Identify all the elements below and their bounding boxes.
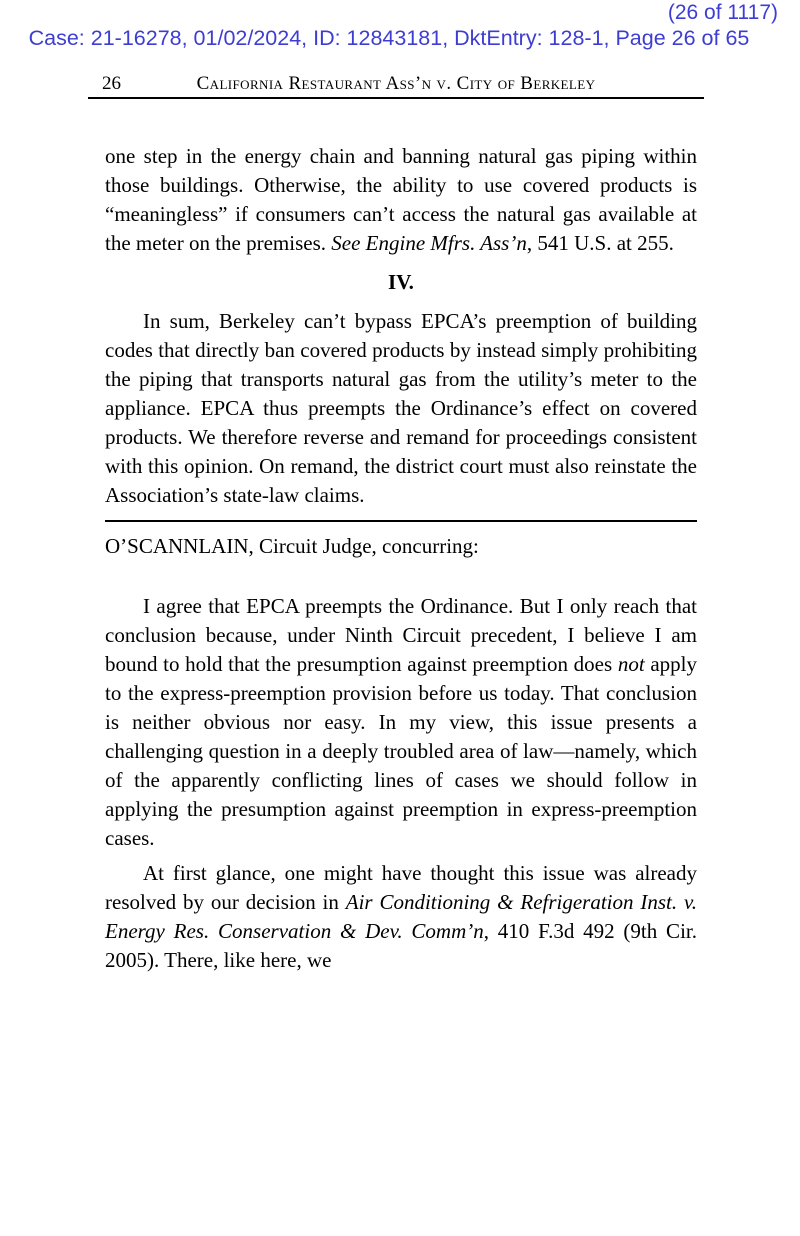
italic-text-run: Air Conditioning & Refrigeration Inst. v. Energy Res. Conservation & Dev. Comm’n — [105, 890, 697, 943]
text-run: I agree that EPCA preempts the Ordinance. But I only reach that conclusion because, under Ninth Circuit precedent, I believe I am bound to hold that the presumption against preemption does — [105, 594, 697, 676]
text-run: one step in the energy chain and banning natural gas piping within those buildings. Otherwise, the ability to use covered products is “meaningless” if consumers can’t access the natural gas available at the meter on the premises. — [105, 144, 697, 255]
text-run: IV. — [388, 270, 414, 294]
paragraph — [105, 859, 697, 975]
text-run: , 541 U.S. at 255. — [526, 231, 674, 255]
section-heading — [105, 268, 697, 297]
text-run: In sum, Berkeley can’t bypass EPCA’s preemption of building codes that directly ban covered products by instead simply prohibiting the piping that transports natural gas from the utility’s meter to the appliance. EPCA thus preempts the Ordinance’s effect on covered products. We therefore reverse and remand for proceedings consistent with this opinion. On remand, the district court must also reinstate the Association’s state-law claims. — [105, 309, 697, 507]
stamp-sheet-number: (26 of 1117) — [667, 1, 778, 24]
italic-text-run: See Engine Mfrs. Ass’n — [331, 231, 527, 255]
case-title: California Restaurant Ass’n v. City of Berkeley — [196, 73, 596, 94]
page-number: 26 — [102, 73, 121, 94]
text-run: O’SCANNLAIN, Circuit Judge, concurring: — [105, 534, 479, 558]
text-run: apply to the express-preemption provision before us today. That conclusion is neither obvious nor easy. In my view, this issue presents a challenging question in a deeply troubled area of law—namely, which of the apparently conflicting lines of cases we should follow in applying the presumption against preemption in express-preemption cases. — [105, 652, 698, 850]
stamp-case-line-wrap — [0, 26, 800, 51]
paragraph — [105, 307, 697, 510]
paragraph — [105, 592, 697, 853]
section-divider — [105, 520, 697, 522]
running-header — [88, 73, 704, 99]
stamp-case-line: Case: 21-16278, 01/02/2024, ID: 12843181, DktEntry: 128-1, Page 26 of 65 — [28, 26, 750, 50]
paragraph — [105, 142, 697, 258]
text-run: At first glance, one might have thought this issue was already resolved by our decision in — [105, 861, 697, 914]
italic-text-run: not — [617, 652, 645, 676]
text-run: , 410 F.3d 492 (9th Cir. 2005). There, like here, we — [105, 919, 697, 972]
judge-attribution — [105, 532, 697, 561]
opinion-body — [105, 142, 697, 975]
